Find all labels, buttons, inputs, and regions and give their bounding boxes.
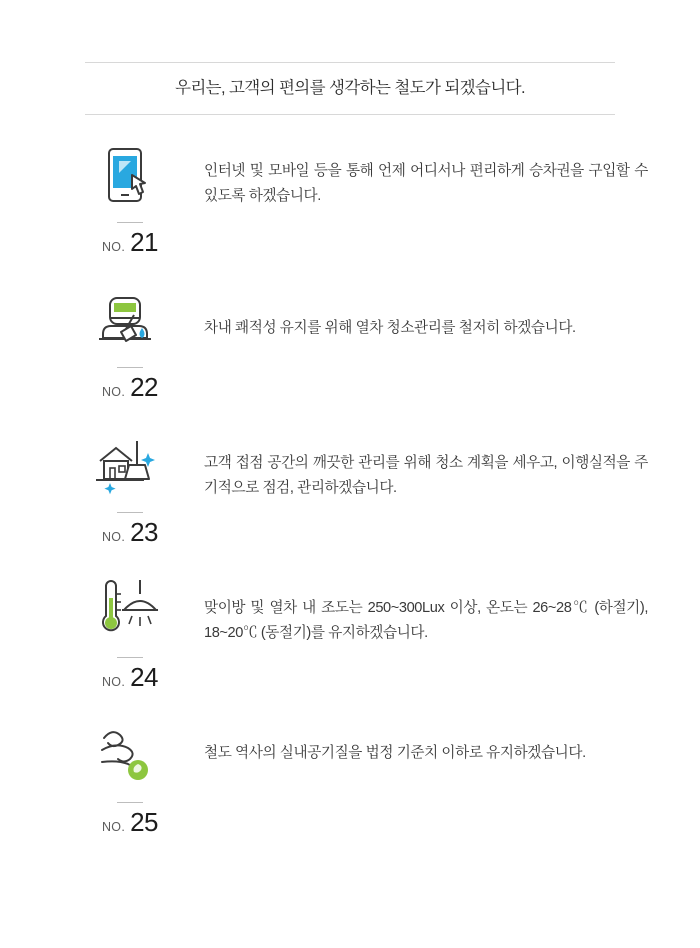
list-item (0, 719, 700, 838)
badge-divider (117, 367, 143, 368)
badge-divider (117, 222, 143, 223)
badge-number: 21 (130, 226, 159, 257)
list-item (0, 284, 700, 403)
badge-no-label: NO. (101, 384, 126, 399)
item-badge (78, 429, 182, 548)
item-badge (78, 574, 182, 693)
list-item (0, 574, 700, 693)
item-badge (78, 284, 182, 403)
item-text: 고객 접점 공간의 깨끗한 관리를 위해 청소 계획을 세우고, 이행실적을 주기적으로 점검, 관리하겠습니다. (204, 454, 648, 497)
badge-number: 22 (130, 371, 159, 402)
item-badge (78, 719, 182, 838)
commitment-list (0, 139, 700, 838)
badge-number: 24 (130, 661, 159, 692)
badge-no-label: NO. (101, 529, 126, 544)
badge-number: 23 (130, 516, 159, 547)
badge-number-line (78, 807, 182, 838)
air-quality-icon (78, 721, 182, 795)
badge-number-line (78, 662, 182, 693)
item-text: 차내 쾌적성 유지를 위해 열차 청소관리를 철저히 하겠습니다. (204, 319, 576, 336)
thermometer-lamp-icon (78, 576, 182, 650)
badge-number-line (78, 517, 182, 548)
badge-no-label: NO. (101, 239, 126, 254)
station-broom-icon (78, 431, 182, 505)
list-item (0, 139, 700, 258)
badge-number-line (78, 227, 182, 258)
item-text: 맞이방 및 열차 내 조도는 250~300Lux 이상, 온도는 26~28℃ (하절기), 18~20℃ (동절기)를 유지하겠습니다. (204, 599, 648, 642)
item-text: 철도 역사의 실내공기질을 법정 기준치 이하로 유지하겠습니다. (204, 744, 586, 761)
page-header (85, 0, 615, 115)
list-item (0, 429, 700, 548)
page-title: 우리는, 고객의 편의를 생각하는 철도가 되겠습니다. (174, 79, 525, 97)
badge-divider (117, 657, 143, 658)
train-cleaning-icon (78, 286, 182, 360)
item-text: 인터넷 및 모바일 등을 통해 언제 어디서나 편리하게 승차권을 구입할 수 있도록 하겠습니다. (204, 162, 648, 205)
badge-number-line (78, 372, 182, 403)
badge-no-label: NO. (101, 819, 126, 834)
mobile-ticket-icon (78, 141, 182, 215)
item-badge (78, 139, 182, 258)
badge-divider (117, 802, 143, 803)
badge-number: 25 (130, 806, 159, 837)
badge-no-label: NO. (101, 674, 126, 689)
header-divider-bottom (85, 114, 615, 115)
badge-divider (117, 512, 143, 513)
